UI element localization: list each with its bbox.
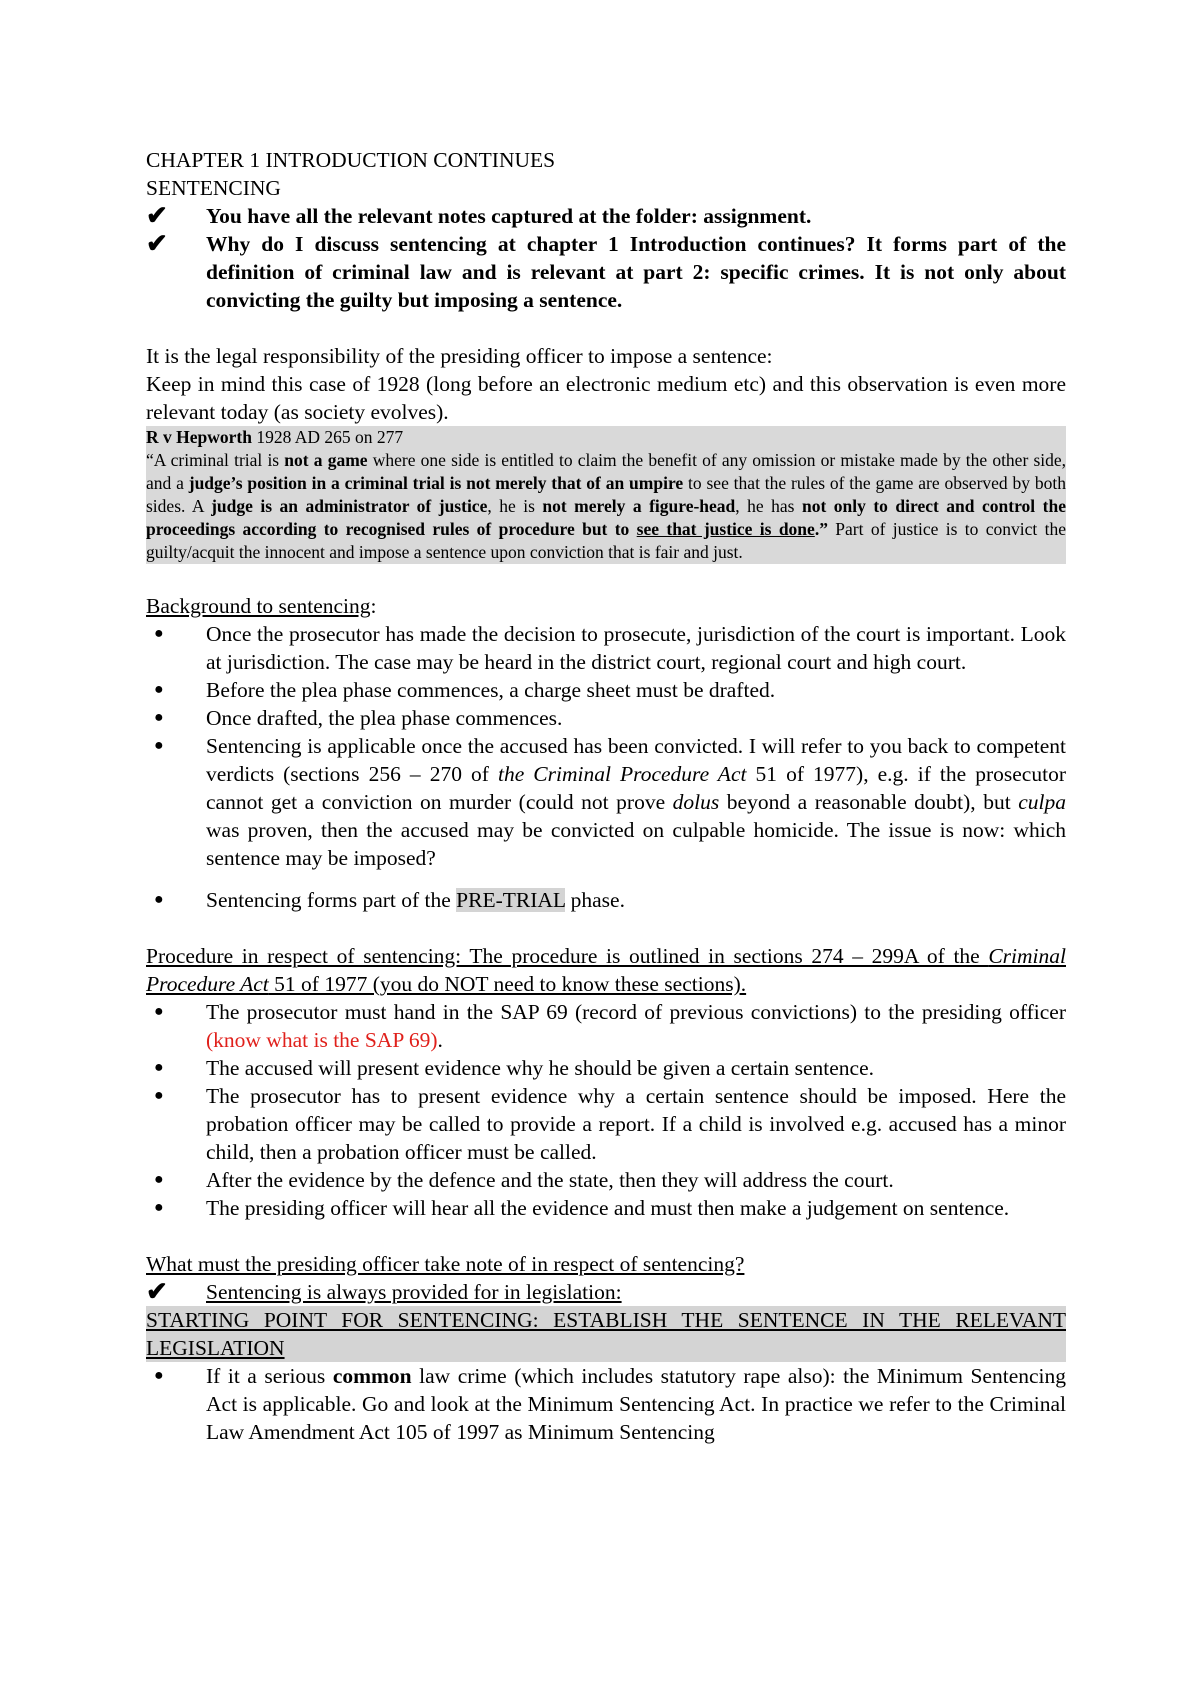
list-item (146, 676, 1066, 704)
quote-part: to see that the rules of the game are observed by both sides. A (146, 473, 1066, 516)
bullet-icon: ● (154, 1171, 164, 1188)
text-part: Procedure in respect of sentencing: The procedure is outlined in sections 274 – 299A of the (146, 944, 989, 968)
bullet-icon: ● (154, 1003, 164, 1020)
list-item (146, 998, 1066, 1054)
bullet-icon: ● (154, 1087, 164, 1104)
bullet-icon: ● (154, 681, 164, 698)
list-item-text (206, 886, 1066, 914)
text-part: If it a serious (206, 1364, 333, 1388)
list-item (146, 1362, 1066, 1446)
background-title-colon: : (370, 594, 377, 618)
list-item (146, 704, 1066, 732)
quote-bold: not a game (284, 450, 368, 470)
list-item-text: The prosecutor has to present evidence why a certain sentence should be imposed. Here the probation officer may be called to provide a report. If a child is involved e.g. accused has a minor child, then a probation officer must be called. (206, 1084, 1066, 1164)
check-item-text: Why do I discuss sentencing at chapter 1 Introduction continues? It forms part of the definition of criminal law and is relevant at part 2: specific crimes. It is not only about convicting the guilty but imposing a sentence. (206, 232, 1066, 312)
text-part: Sentencing forms part of the (206, 888, 457, 912)
presiding-title: What must the presiding officer take note of in respect of sentencing? (146, 1252, 745, 1276)
list-item-text: Once the prosecutor has made the decision to prosecute, jurisdiction of the court is important. Look at jurisdiction. The case may be heard in the district court, regional court and high court. (206, 622, 1066, 674)
text-part: phase. (565, 888, 625, 912)
text-italic: Criminal Procedure Act (146, 944, 1066, 996)
quote-part: Part of justice is to convict the guilty/acquit the innocent and impose a sentence upon conviction that is fair and just. (146, 519, 1067, 562)
background-title-text: Background to sentencing (146, 594, 371, 618)
intro-paragraph: Keep in mind this case of 1928 (long before an electronic medium etc) and this observation is even more relevant today (as society evolves). (146, 372, 1066, 424)
list-item-text (206, 732, 1066, 872)
text-part: . (437, 1028, 443, 1052)
list-item-text (206, 998, 1066, 1054)
text-italic: culpa (1018, 790, 1066, 814)
quote-part: “A criminal trial is (146, 450, 285, 470)
procedure-title (146, 942, 1066, 998)
text-part: 51 of 1977), e.g. if the prosecutor cannot get a conviction on murder (could not prove (206, 762, 1066, 814)
intro-paragraph: It is the legal responsibility of the presiding officer to impose a sentence: (146, 344, 773, 368)
case-citation (146, 426, 1066, 449)
text-part: 51 of 1977 (you do NOT need to know these sections). (268, 972, 747, 996)
list-item-text: After the evidence by the defence and the state, then they will address the court. (206, 1168, 894, 1192)
text-part: beyond a reasonable doubt), but (719, 790, 1019, 814)
case-cite: 1928 AD 265 on 277 (251, 427, 404, 447)
checkmark-icon: ✔ (146, 201, 168, 230)
list-item (146, 1054, 1066, 1082)
list-item-text: The accused will present evidence why he should be given a certain sentence. (206, 1056, 875, 1080)
quote-part: where one side is entitled to claim the benefit of any omission or mistake made by the other side, and a (146, 450, 1067, 493)
text-part: Sentencing is applicable once the accused has been convicted. I will refer to you back to competent verdicts (sections 256 – 270 of (206, 734, 1066, 786)
document-page (146, 146, 1066, 1446)
checkmark-icon: ✔ (146, 229, 168, 258)
text-highlight: PRE-TRIAL (456, 888, 566, 912)
bullet-icon: ● (154, 1367, 164, 1384)
check-item-text: Sentencing is always provided for in legislation: (206, 1280, 622, 1304)
list-item (146, 1082, 1066, 1166)
bullet-icon: ● (154, 1059, 164, 1076)
list-item (146, 1166, 1066, 1194)
bullet-icon: ● (154, 891, 164, 908)
text-red: (know what is the SAP 69) (206, 1028, 438, 1052)
check-item (146, 1278, 1066, 1306)
bullet-icon: ● (154, 737, 164, 754)
text-italic: dolus (672, 790, 720, 814)
list-item (146, 732, 1066, 872)
list-item (146, 886, 1066, 914)
case-quote-box (146, 426, 1066, 564)
section-heading: SENTENCING (146, 176, 281, 200)
case-name: R v Hepworth (146, 427, 252, 447)
quote-bold: not merely a figure-head (542, 496, 736, 516)
bullet-icon: ● (154, 709, 164, 726)
quote-bold-underline: see that justice is done (636, 519, 815, 539)
check-item (146, 230, 1066, 314)
list-item-text: The presiding officer will hear all the evidence and must then make a judgement on sentence. (206, 1196, 1010, 1220)
quote-part: , he has (735, 496, 802, 516)
quote-bold: judge is an administrator of justice (211, 496, 488, 516)
text-italic: the Criminal Procedure Act (497, 762, 747, 786)
case-quote-text (146, 449, 1066, 564)
chapter-heading: CHAPTER 1 INTRODUCTION CONTINUES (146, 148, 556, 172)
list-item-text: Once drafted, the plea phase commences. (206, 706, 563, 730)
background-title (146, 592, 1066, 620)
list-item (146, 620, 1066, 676)
text-part: was proven, then the accused may be convicted on culpable homicide. The issue is now: which sentence may be imposed? (206, 818, 1066, 870)
text-bold: common (332, 1364, 412, 1388)
quote-bold: .” (814, 519, 828, 539)
bullet-icon: ● (154, 625, 164, 642)
text-part: The prosecutor must hand in the SAP 69 (record of previous convictions) to the presiding officer (206, 1000, 1066, 1024)
check-item (146, 202, 1066, 230)
list-item (146, 1194, 1066, 1222)
quote-bold: judge’s position in a criminal trial is not merely that of an umpire (188, 473, 684, 493)
quote-part: , he is (487, 496, 543, 516)
bullet-icon: ● (154, 1199, 164, 1216)
list-item-text (206, 1362, 1066, 1446)
list-item-text: Before the plea phase commences, a charge sheet must be drafted. (206, 678, 776, 702)
quote-bold: not only to direct and control the proceedings according to recognised rules of procedure but to (146, 496, 1066, 539)
check-item-text: You have all the relevant notes captured at the folder: assignment. (206, 204, 812, 228)
text-part: law crime (which includes statutory rape also): the Minimum Sentencing Act is applicable. Go and look at the Minimum Sentencing Act. In practice we refer to the Criminal Law Amendment Act 105 of 1997 as Minimum Sentencing (206, 1364, 1066, 1444)
checkmark-icon: ✔ (146, 1277, 168, 1306)
starting-point-heading: STARTING POINT FOR SENTENCING: ESTABLISH THE SENTENCE IN THE RELEVANT LEGISLATION (146, 1308, 1066, 1360)
